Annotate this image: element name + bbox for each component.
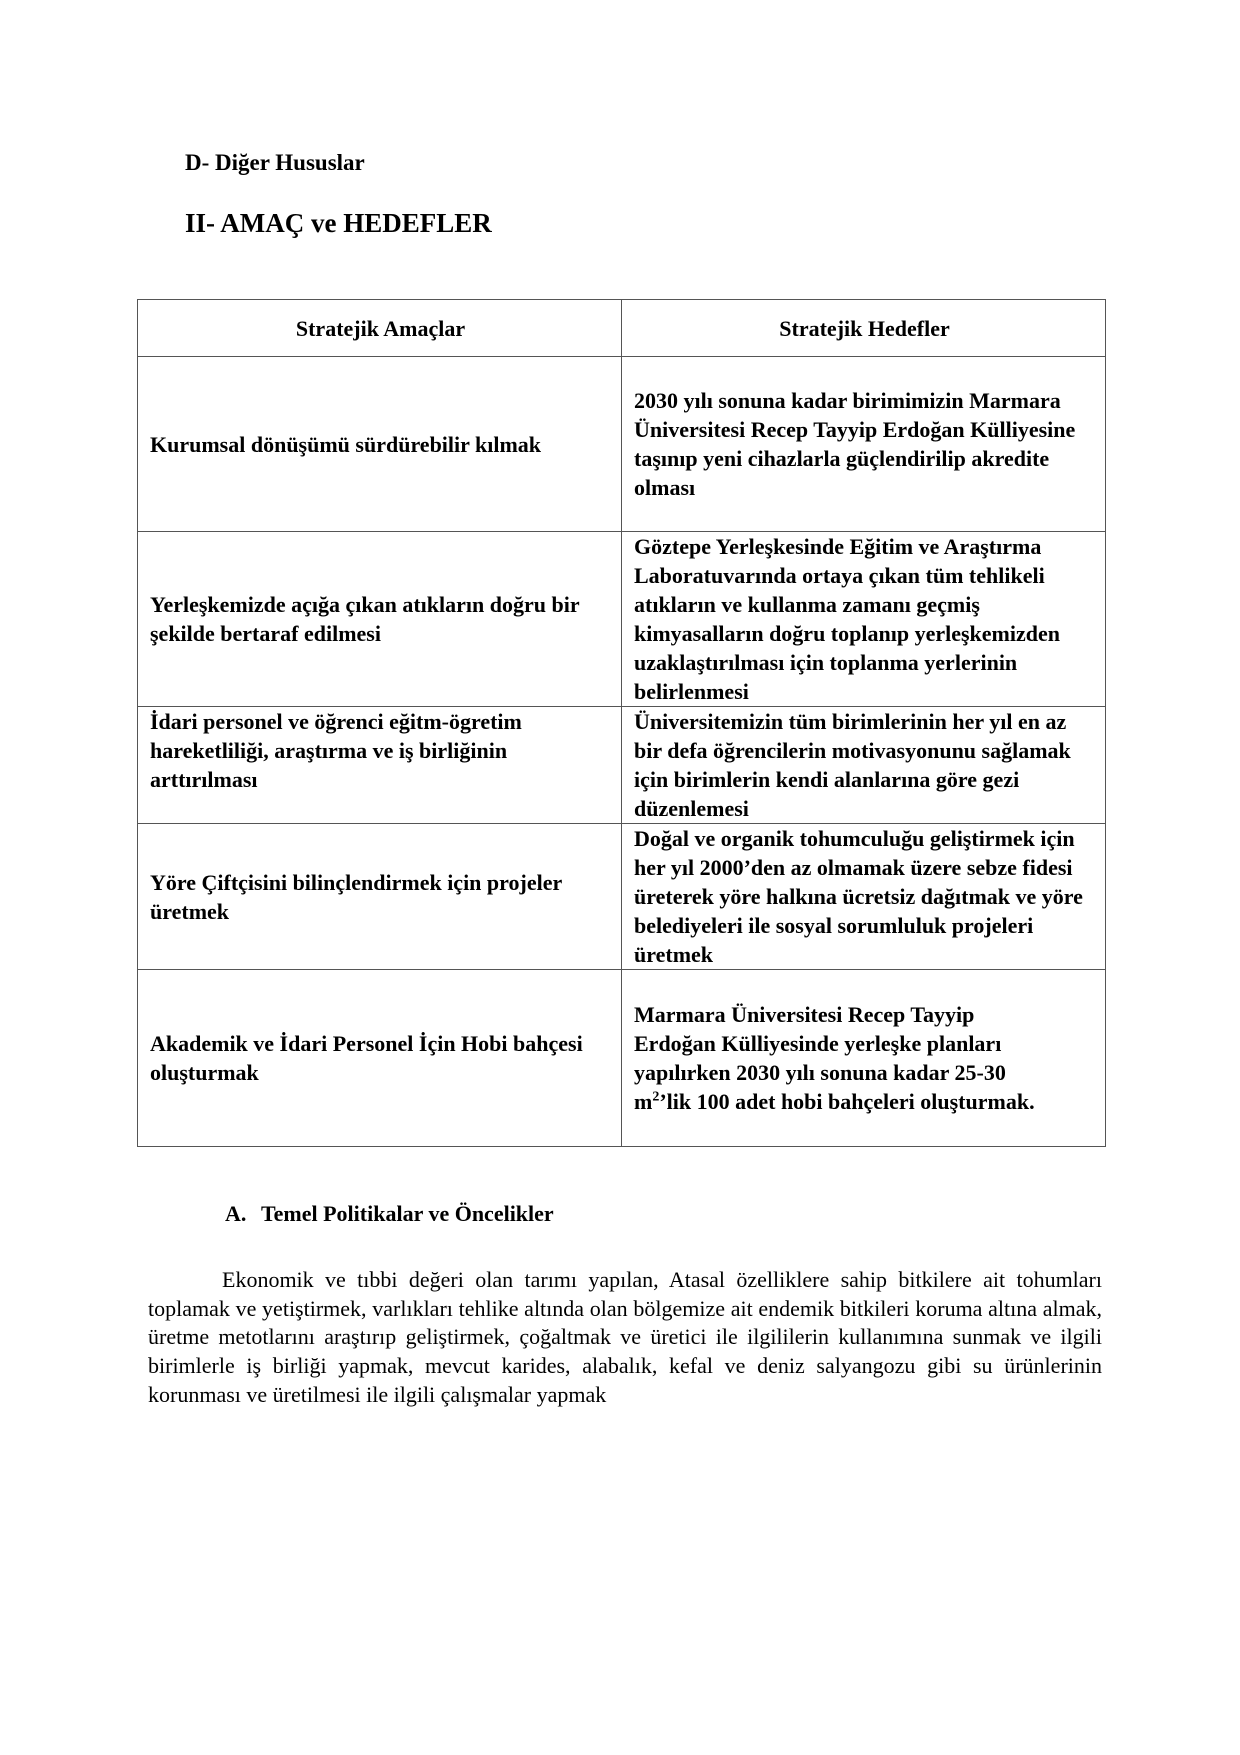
target-cell: Doğal ve organik tohumculuğu geliştirmek için her yıl 2000’den az olmamak üzere sebze fidesi üreterek yöre halkına ücretsiz dağıtmak ve yöre belediyeleri ile sosyal sorumluluk projeleri üretmek (622, 824, 1106, 970)
target-cell: Göztepe Yerleşkesinde Eğitim ve Araştırma Laboratuvarında ortaya çıkan tüm tehlikeli atıkların ve kullanma zamanı geçmiş kimyasalların doğru toplanıp yerleşkemizden uzaklaştırılması için toplanma yerlerinin belirlenmesi (622, 532, 1106, 707)
target-line: Marmara Üniversitesi Recep Tayyip (634, 1002, 975, 1027)
goal-cell: Kurumsal dönüşümü sürdürebilir kılmak (138, 357, 622, 532)
target-cell: Üniversitemizin tüm birimlerinin her yıl en az bir defa öğrencilerin motivasyonunu sağlamak için birimlerin kendi alanlarına göre gezi düzenlemesi (622, 707, 1106, 824)
table-row (138, 532, 1106, 707)
target-line: Erdoğan Külliyesinde yerleşke planları (634, 1031, 1002, 1056)
table-row (138, 824, 1106, 970)
section-d-heading: D- Diğer Hususlar (185, 150, 365, 175)
goal-cell: Yöre Çiftçisini bilinçlendirmek için projeler üretmek (138, 824, 622, 970)
table-row (138, 707, 1106, 824)
goal-cell: İdari personel ve öğrenci eğitm-ögretim hareketliliği, araştırma ve iş birliğinin arttırılması (138, 707, 622, 824)
unit-exponent: 2 (652, 1089, 660, 1105)
target-line (634, 1087, 1095, 1116)
table-row (138, 970, 1106, 1147)
table-header-row (138, 300, 1106, 357)
goal-cell: Yerleşkemizde açığa çıkan atıkların doğru bir şekilde bertaraf edilmesi (138, 532, 622, 707)
section-a-marker: A. (225, 1201, 247, 1226)
strategy-table (137, 299, 1106, 1147)
goals-header: Stratejik Amaçlar (138, 300, 622, 357)
section-a-title: Temel Politikalar ve Öncelikler (261, 1201, 554, 1226)
target-cell (622, 970, 1106, 1147)
body-paragraph: Ekonomik ve tıbbi değeri olan tarımı yapılan, Atasal özelliklere sahip bitkilere ait tohumları toplamak ve yetiştirmek, varlıkları tehlike altında olan bölgemize ait endemik bitkileri koruma altına almak, üretme metotlarını araştırıp geliştirmek, çoğaltmak ve üretici ile ilgililerin kullanımına sunmak ve ilgili birimlerle iş birliği yapmak, mevcut karides, alabalık, kefal ve deniz salyangozu gibi su ürünlerinin korunması ve üretilmesi ile ilgili çalışmalar yapmak (148, 1267, 1102, 1407)
target-tail: ’lik 100 adet hobi bahçeleri oluşturmak. (659, 1089, 1035, 1114)
section-a-heading (225, 1201, 554, 1227)
unit-base: m (634, 1089, 653, 1114)
section-ii-heading: II- AMAÇ ve HEDEFLER (185, 208, 492, 238)
goal-cell: Akademik ve İdari Personel İçin Hobi bahçesi oluşturmak (138, 970, 622, 1147)
target-line: yapılırken 2030 yılı sonuna kadar 25-30 (634, 1060, 1006, 1085)
targets-header: Stratejik Hedefler (622, 300, 1106, 357)
table-row (138, 357, 1106, 532)
target-cell: 2030 yılı sonuna kadar birimimizin Marmara Üniversitesi Recep Tayyip Erdoğan Külliyesine taşınıp yeni cihazlarla güçlendirilip akredite olması (622, 357, 1106, 532)
